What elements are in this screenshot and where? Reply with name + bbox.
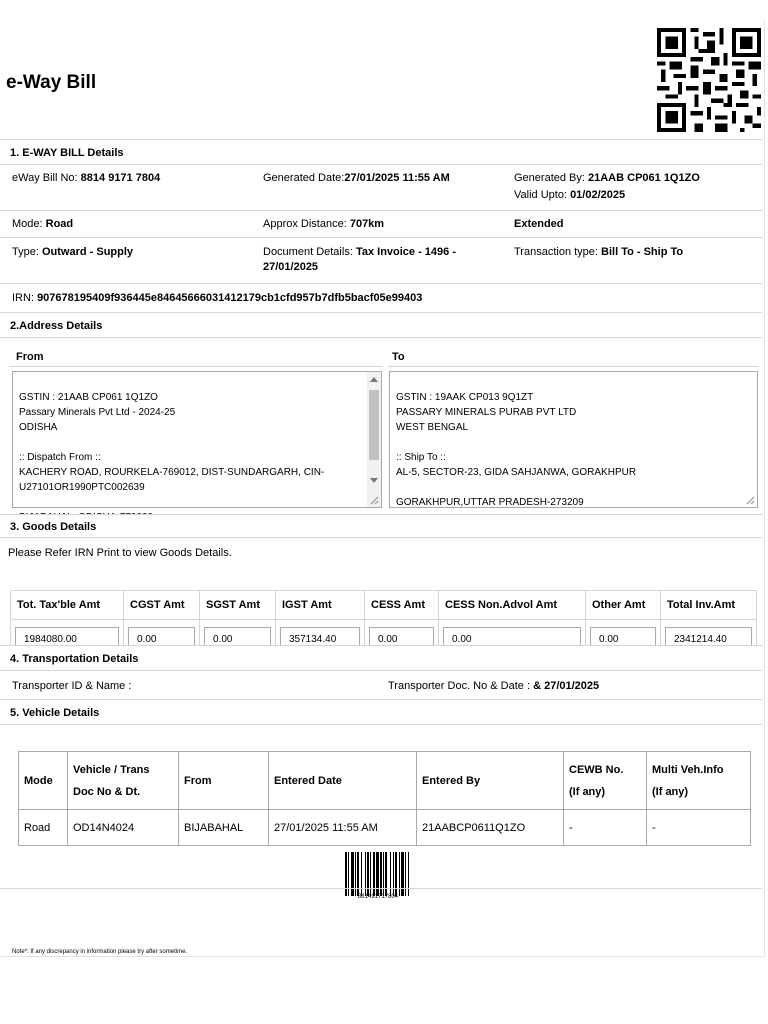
- transaction-type: Transaction type: Bill To - Ship To: [514, 246, 684, 258]
- to-address-text: GSTIN : 19AAK CP013 9Q1ZT PASSARY MINERALS PURAB PVT LTD WEST BENGAL :: Ship To :: AL-5, SECTOR-23, GIDA SAHJANWA, GORAKHPUR GORAKHPUR,UTTAR PRADESH-273209: [396, 392, 637, 508]
- resize-handle-icon[interactable]: [370, 496, 379, 505]
- from-address-text: GSTIN : 21AAB CP061 1Q1ZO Passary Minerals Pvt Ltd - 2024-25 ODISHA :: Dispatch From :: KACHERY ROAD, ROURKELA-769012, DIST-SUNDARGARH, CIN-U27101OR1990PTC002639: [19, 392, 325, 493]
- eway-bill-page: [0, 20, 765, 957]
- scroll-up-arrow-icon[interactable]: [370, 377, 378, 382]
- vehicle-entered-by: 21AABCP0611Q1ZO: [417, 810, 564, 846]
- to-title: To: [392, 351, 405, 363]
- goods-header: Tot. Tax'ble Amt: [11, 591, 124, 620]
- footer-note: Note*: If any discrepancy in information please try after sometime.: [12, 949, 188, 955]
- cgst-amt-field[interactable]: 0.00: [128, 627, 195, 651]
- transporter-doc: Transporter Doc. No & Date : & 27/01/2025: [388, 680, 600, 692]
- vehicle-multi-info: -: [647, 810, 751, 846]
- goods-header: SGST Amt: [200, 591, 276, 620]
- goods-header: CGST Amt: [124, 591, 200, 620]
- vehicle-entered-date: 27/01/2025 11:55 AM: [269, 810, 417, 846]
- section-eway-bill-details: 1. E-WAY BILL Details: [0, 139, 762, 165]
- approx-distance: Approx Distance: 707km: [263, 218, 385, 230]
- vehicle-header: Entered Date: [269, 752, 417, 810]
- goods-header: CESS Amt: [365, 591, 439, 620]
- other-amt-field[interactable]: 0.00: [590, 627, 656, 651]
- document-details: Document Details: Tax Invoice - 1496 - 27/01/2025: [263, 246, 457, 273]
- irn: IRN: 907678195409f936445e84645666031412179cb1cfd957b7dfb5bacf05e99403: [12, 292, 423, 304]
- vehicle-table: [18, 751, 751, 846]
- vehicle-header: From: [179, 752, 269, 810]
- section-transportation-details: 4. Transportation Details: [0, 645, 762, 671]
- bill-type: Type: Outward - Supply: [12, 246, 134, 258]
- cess-non-advol-field[interactable]: 0.00: [443, 627, 581, 651]
- vehicle-from: BIJABAHAL: [179, 810, 269, 846]
- to-address-textarea[interactable]: [389, 371, 758, 508]
- vehicle-header: Mode: [19, 752, 68, 810]
- from-address-textarea[interactable]: [12, 371, 382, 508]
- from-title: From: [16, 351, 44, 363]
- goods-header: Total Inv.Amt: [661, 591, 757, 620]
- goods-header: Other Amt: [586, 591, 661, 620]
- generated-date: Generated Date:27/01/2025 11:55 AM: [263, 172, 450, 184]
- section-address-details: 2.Address Details: [0, 312, 762, 338]
- vehicle-header: CEWB No. (If any): [564, 752, 647, 810]
- vehicle-mode: Road: [19, 810, 68, 846]
- extended-label: Extended: [514, 218, 564, 230]
- valid-upto: Valid Upto: 01/02/2025: [514, 189, 626, 201]
- barcode-number: 881491717804: [357, 894, 399, 900]
- resize-handle-icon[interactable]: [746, 496, 755, 505]
- vehicle-header: Vehicle / Trans Doc No & Dt.: [68, 752, 179, 810]
- generated-by: Generated By: 21AAB CP061 1Q1ZO: [514, 172, 700, 184]
- vehicle-header: Entered By: [417, 752, 564, 810]
- vehicle-number: OD14N4024: [68, 810, 179, 846]
- goods-note: Please Refer IRN Print to view Goods Details.: [8, 547, 232, 559]
- taxable-amt-field[interactable]: 1984080.00: [15, 627, 119, 651]
- vehicle-header: Multi Veh.Info (If any): [647, 752, 751, 810]
- goods-header: CESS Non.Advol Amt: [439, 591, 586, 620]
- sgst-amt-field[interactable]: 0.00: [204, 627, 271, 651]
- section-goods-details: 3. Goods Details: [0, 514, 762, 538]
- barcode: [345, 852, 411, 896]
- page-title: e-Way Bill: [6, 72, 97, 93]
- goods-header: IGST Amt: [276, 591, 365, 620]
- scroll-down-arrow-icon[interactable]: [370, 478, 378, 483]
- eway-bill-no: eWay Bill No: 8814 9171 7804: [12, 172, 161, 184]
- qr-code: [657, 28, 761, 132]
- from-address-scrollbar[interactable]: [367, 372, 381, 507]
- cess-amt-field[interactable]: 0.00: [369, 627, 434, 651]
- mode: Mode: Road: [12, 218, 74, 230]
- transporter-id-name: Transporter ID & Name :: [12, 680, 132, 692]
- vehicle-cewb-no: -: [564, 810, 647, 846]
- igst-amt-field[interactable]: 357134.40: [280, 627, 360, 651]
- table-row: [19, 810, 751, 846]
- total-inv-amt-field[interactable]: 2341214.40: [665, 627, 752, 651]
- scroll-thumb[interactable]: [369, 390, 379, 460]
- section-vehicle-details: 5. Vehicle Details: [0, 699, 762, 725]
